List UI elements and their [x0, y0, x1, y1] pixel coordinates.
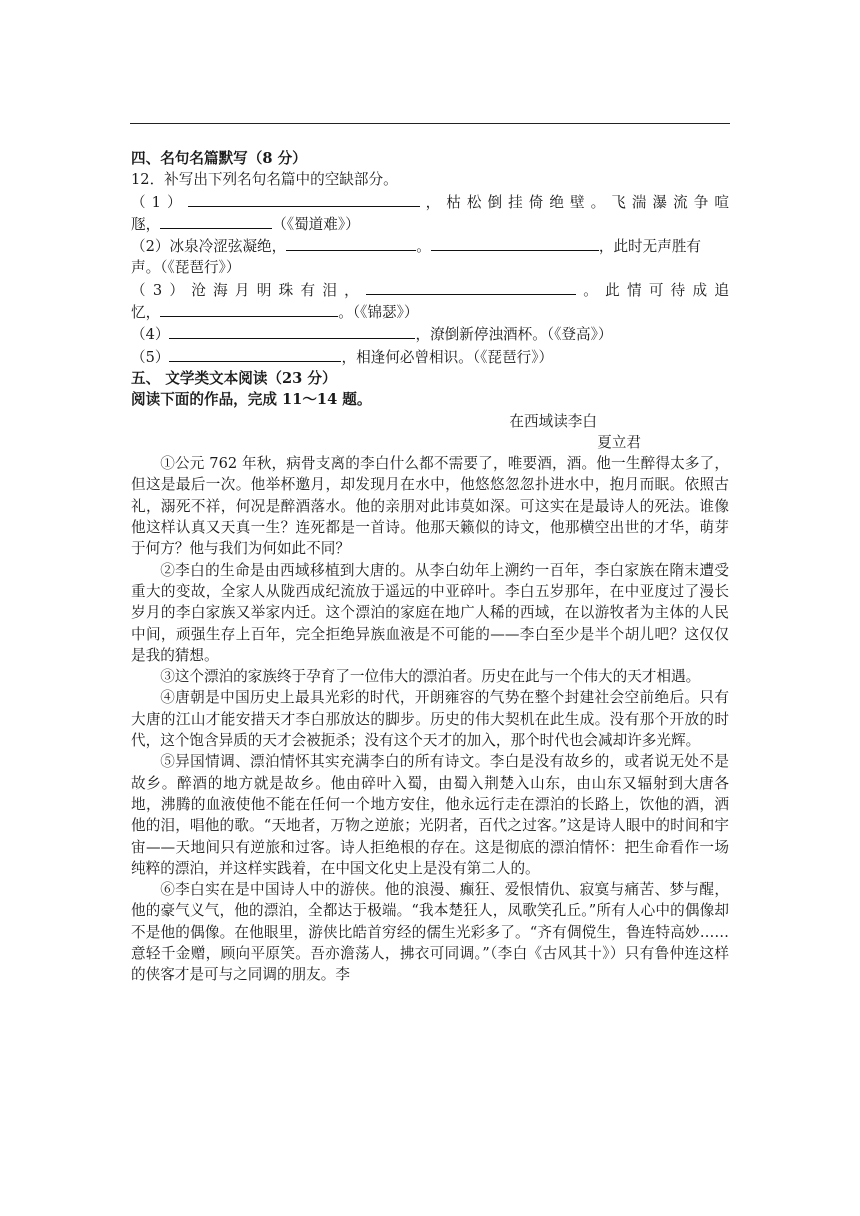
article-paragraph-2: ②李白的生命是由西域移植到大唐的。从李白幼年上溯约一百年，李白家族在隋末遭受重大的变故，全家人从陇西成纪流放于遥远的中亚碎叶。李白五岁那年，在中亚度过了漫长岁月的李白家族又举家内迁。这个漂泊的家庭在地广人稀的西域，在以游牧者为主体的人民中间，顽强生存上百年，完全拒绝异族血液是不可能的——李白至少是半个胡儿吧？这仅仅是我的猜想。: [131, 561, 729, 664]
blank-item-1-line1: （1） ，枯松倒挂倚绝壁。飞湍瀑流争喧: [131, 191, 729, 213]
article-paragraph-1: ①公元 762 年秋，病骨支离的李白什么都不需要了，唯要酒，酒。他一生醉得太多了，但这是最后一次。他举杯邀月，却发现月在水中，他悠悠忽忽扑进水中，抱月而眠。依照古礼，溺死不祥，何况是醉酒落水。他的亲朋对此讳莫如深。可这实在是最诗人的死法。谁像他这样认真又天真一生？连死都是一首诗。他那天籁似的诗文，他那横空出世的才华，萌芽于何方？他与我们为何如此不同？: [131, 455, 729, 558]
blank-item-1-line2: 豗， （《蜀道难》）: [131, 213, 729, 235]
blank-item-3-line1: （3）沧海月明珠有泪， 。此情可待成追: [131, 279, 729, 301]
blank-item-4: （4） ，潦倒新停浊酒杯。（《登高》）: [131, 323, 729, 345]
blank-item-5: （5） ，相逢何必曾相识。（《琵琶行》）: [131, 346, 729, 368]
blank-item-3-line2: 忆， 。（《锦瑟》）: [131, 301, 729, 323]
blank-item-2-line1: （2）冰泉冷涩弦凝绝， 。 ，此时无声胜有: [131, 235, 729, 257]
section-four-heading: 四、名句名篇默写（8 分）: [131, 150, 307, 167]
question-12-prompt: 12．补写出下列名句名篇中的空缺部分。: [131, 171, 398, 189]
article-author: 夏立君: [597, 433, 641, 451]
article-paragraph-5: ⑤异国情调、漂泊情怀其实充满李白的所有诗文。李白是没有故乡的，或者说无处不是故乡。醉酒的地方就是故乡。他由碎叶入蜀，由蜀入荆楚入山东，由山东又辐射到大唐各地，沸腾的血液使他不能在任何一个地方安住，他永远行走在漂泊的长路上，饮他的酒，洒他的泪，唱他的歌。“天地者，万物之逆旅；光阴者，百代之过客。”这是诗人眼中的时间和宇宙——天地间只有逆旅和过客。诗人拒绝根的存在。这是彻底的漂泊情怀：把生命看作一场纯粹的漂泊，并这样实践着，在中国文化史上是没有第二人的。: [131, 753, 729, 877]
article-body: [131, 453, 729, 985]
article-paragraph-6: ⑥李白实在是中国诗人中的游侠。他的浪漫、癫狂、爱恨情仇、寂寞与痛苦、梦与醒，他的豪气义气，他的漂泊，全都达于极端。“我本楚狂人，凤歌笑孔丘。”所有人心中的偶像却不是他的偶像。在他眼里，游侠比皓首穷经的儒生光彩多了。“齐有倜傥生，鲁连特高妙……意轻千金赠，顾向平原笑。吾亦澹荡人，拂衣可同调。”（李白《古风其十》）只有鲁仲连这样的侠客才是可与之同调的朋友。李: [131, 881, 729, 984]
document-page: [131, 148, 729, 986]
header-rule: [130, 123, 730, 124]
article-title: 在西域读李白: [509, 412, 597, 430]
article-paragraph-4: ④唐朝是中国历史上最具光彩的时代，开朗雍容的气势在整个封建社会空前绝后。只有大唐的江山才能安措天才李白那放达的脚步。历史的伟大契机在此生成。没有那个开放的时代，这个饱含异质的天才会被扼杀；没有这个天才的加入，那个时代也会减却许多光辉。: [131, 689, 729, 750]
blank-item-2-line2: 声。（《琵琶行》）: [131, 259, 241, 277]
article-paragraph-3: ③这个漂泊的家族终于孕育了一位伟大的漂泊者。历史在此与一个伟大的天才相遇。: [160, 668, 701, 686]
answer-blank[interactable]: [366, 279, 576, 295]
answer-blank[interactable]: [160, 301, 338, 317]
answer-blank[interactable]: [169, 323, 415, 339]
reading-instruction: 阅读下面的作品，完成 11～14 题。: [131, 391, 372, 409]
section-five-heading: 五、 文学类文本阅读（23 分）: [131, 369, 337, 387]
answer-blank[interactable]: [169, 346, 341, 362]
answer-blank[interactable]: [160, 213, 272, 229]
answer-blank[interactable]: [188, 191, 420, 207]
answer-blank[interactable]: [286, 235, 416, 251]
answer-blank[interactable]: [431, 235, 599, 251]
